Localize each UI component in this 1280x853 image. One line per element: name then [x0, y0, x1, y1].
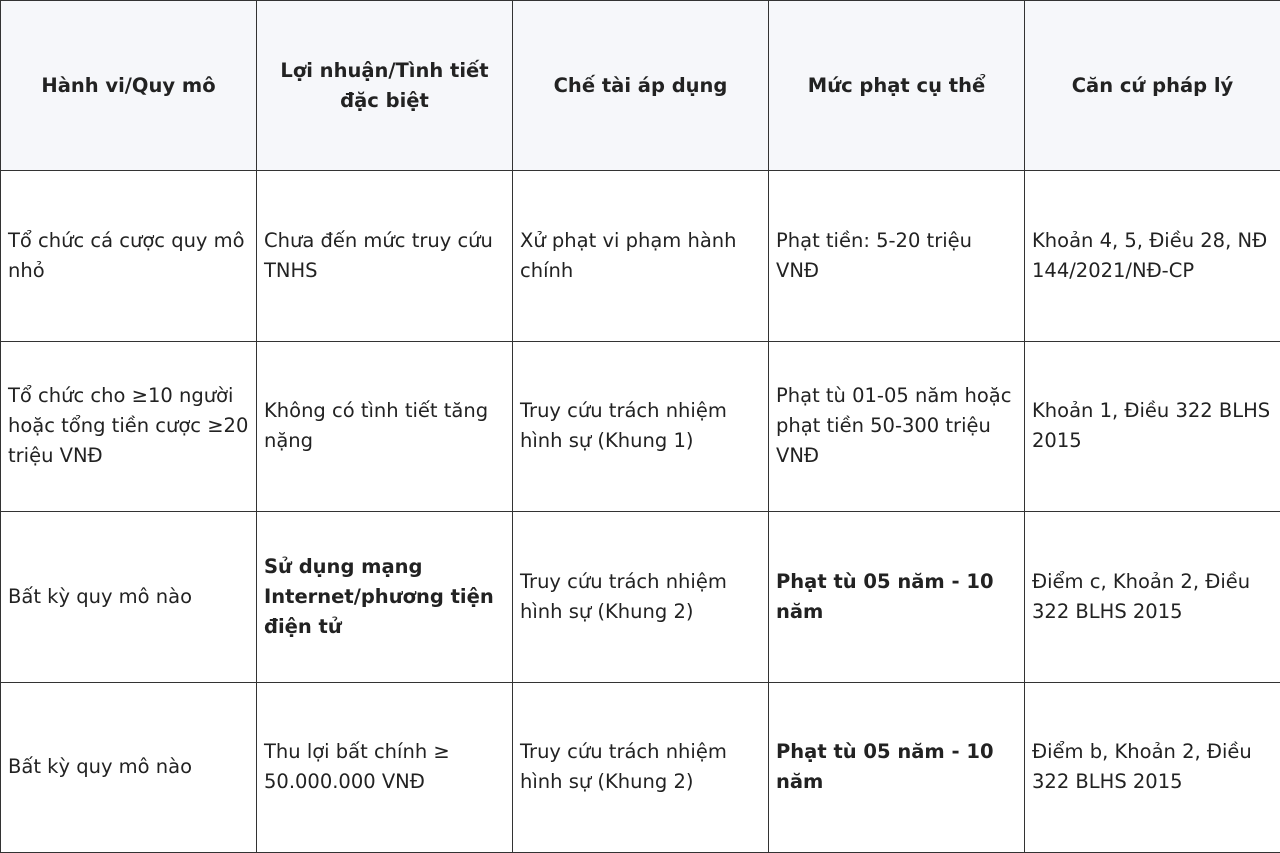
- table-body: [1, 171, 1280, 853]
- cell-penalty-level: Phạt tù 05 năm - 10 năm: [769, 512, 1025, 683]
- cell-penalty-level: Phạt tù 05 năm - 10 năm: [769, 682, 1025, 853]
- cell-profit-circumstance: Thu lợi bất chính ≥ 50.000.000 VNĐ: [257, 682, 513, 853]
- cell-sanction: Truy cứu trách nhiệm hình sự (Khung 2): [513, 512, 769, 683]
- cell-behavior-scale: Tổ chức cá cược quy mô nhỏ: [1, 171, 257, 342]
- cell-behavior-scale: Bất kỳ quy mô nào: [1, 512, 257, 683]
- header-behavior-scale: Hành vi/Quy mô: [1, 1, 257, 171]
- cell-legal-basis: Điểm c, Khoản 2, Điều 322 BLHS 2015: [1025, 512, 1280, 683]
- cell-behavior-scale: Tổ chức cho ≥10 người hoặc tổng tiền cược ≥20 triệu VNĐ: [1, 341, 257, 512]
- cell-sanction: Truy cứu trách nhiệm hình sự (Khung 1): [513, 341, 769, 512]
- cell-sanction: Xử phạt vi phạm hành chính: [513, 171, 769, 342]
- cell-profit-circumstance: Sử dụng mạng Internet/phương tiện điện tử: [257, 512, 513, 683]
- table-header: [1, 1, 1280, 171]
- header-profit-circumstance: Lợi nhuận/Tình tiết đặc biệt: [257, 1, 513, 171]
- table-row: [1, 682, 1280, 853]
- table-row: [1, 171, 1280, 342]
- header-row: [1, 1, 1280, 171]
- cell-profit-circumstance: Không có tình tiết tăng nặng: [257, 341, 513, 512]
- cell-legal-basis: Khoản 4, 5, Điều 28, NĐ 144/2021/NĐ-CP: [1025, 171, 1280, 342]
- cell-behavior-scale: Bất kỳ quy mô nào: [1, 682, 257, 853]
- table-row: [1, 512, 1280, 683]
- cell-legal-basis: Điểm b, Khoản 2, Điều 322 BLHS 2015: [1025, 682, 1280, 853]
- cell-profit-circumstance: Chưa đến mức truy cứu TNHS: [257, 171, 513, 342]
- cell-sanction: Truy cứu trách nhiệm hình sự (Khung 2): [513, 682, 769, 853]
- header-sanction: Chế tài áp dụng: [513, 1, 769, 171]
- cell-legal-basis: Khoản 1, Điều 322 BLHS 2015: [1025, 341, 1280, 512]
- header-penalty-level: Mức phạt cụ thể: [769, 1, 1025, 171]
- cell-penalty-level: Phạt tù 01-05 năm hoặc phạt tiền 50-300 triệu VNĐ: [769, 341, 1025, 512]
- header-legal-basis: Căn cứ pháp lý: [1025, 1, 1280, 171]
- cell-penalty-level: Phạt tiền: 5-20 triệu VNĐ: [769, 171, 1025, 342]
- table-row: [1, 341, 1280, 512]
